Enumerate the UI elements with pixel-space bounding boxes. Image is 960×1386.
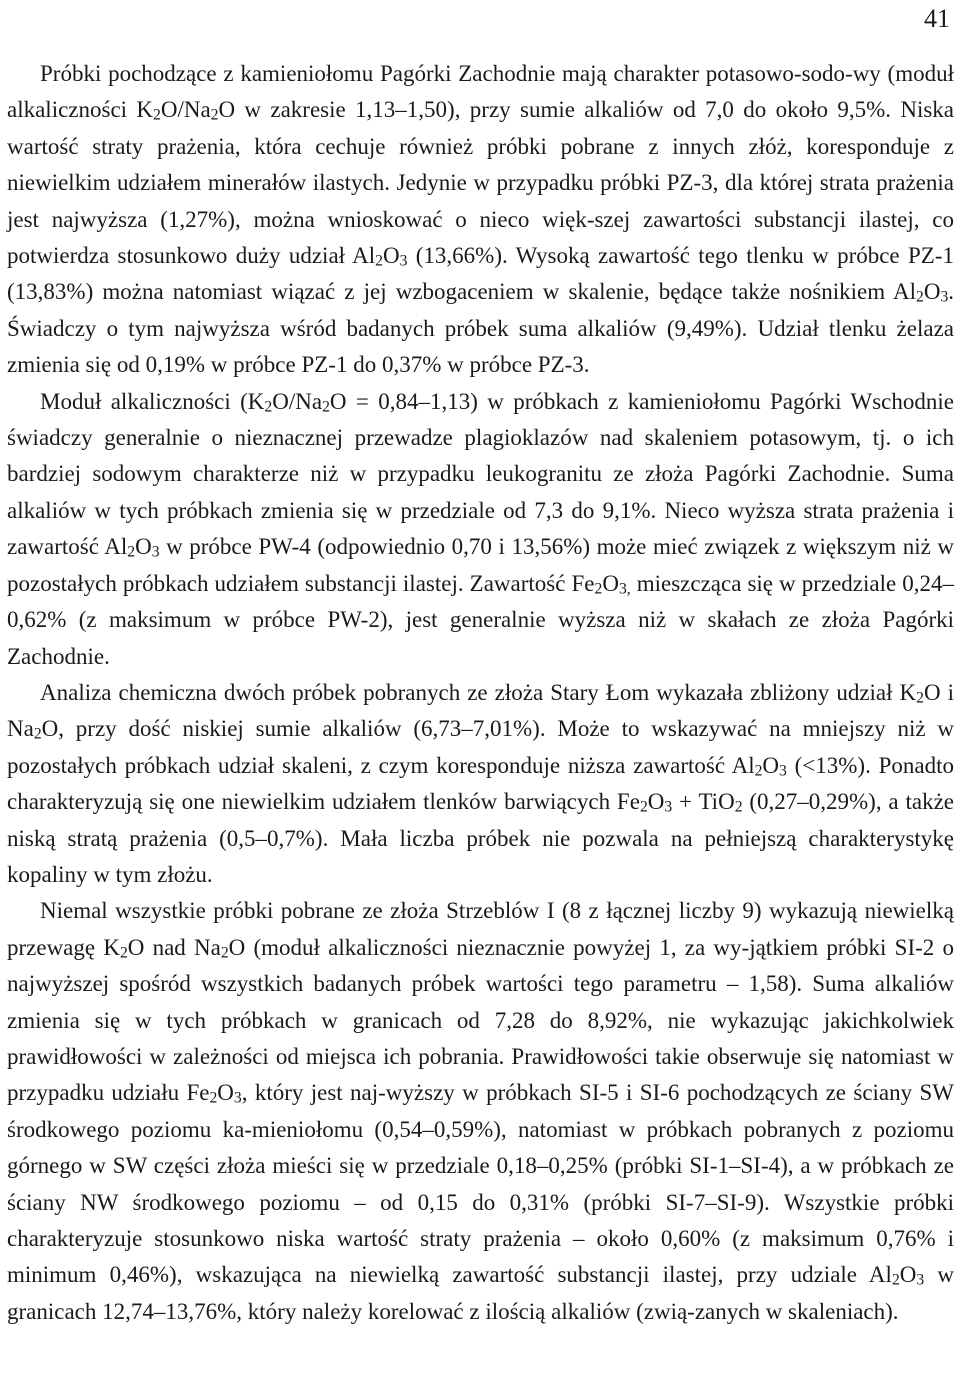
paragraph-pagorki-zachodnie: Próbki pochodzące z kamieniołomu Pagórki Zachodnie mają charakter potasowo-sodo-wy (moduł alkaliczności $K_2O/Na_2O$ w zakresie 1,13–1,50), przy sumie alkaliów od 7,0 do około 9,5%. Niska wartość straty prażenia, która cechuje również próbki pobrane z innych złóż, koresponduje z niewielkim udziałem minerałów ilastych. Jedynie w przypadku próbki PZ-3, dla której strata prażenia jest najwyższa (1,27%), można wnioskować o nieco więk-szej zawartości substancji ilastej, co potwierdza stosunkowo duży udział $Al_2O_3$ (13,66%). Wysoką zawartość tego tlenku w próbce PZ-1 (13,83%) można natomiast wiązać z jej wzbogaceniem w skalenie, będące także nośnikiem $Al_2O_3$. Świadczy o tym najwyższa wśród badanych próbek suma alkaliów (9,49%). Udział tlenku żelaza zmienia się od 0,19% w próbce PZ-1 do 0,37% w próbce PZ-3. [7,61,954,378]
page-number: 41 [924,4,950,33]
body-text [7,56,954,1330]
paragraph-strzeblow: Niemal wszystkie próbki pobrane ze złoża Strzeblów I (8 z łącznej liczby 9) wykazują niewielką przewagę $K_2O$ nad $Na_2O$ (moduł alkaliczności nieznacznie powyżej 1, za wy-jątkiem próbki SI-2 o najwyższej spośród wszystkich badanych próbek wartości tego parametru – 1,58). Suma alkaliów zmienia się w tych próbkach w granicach od 7,28 do 8,92%, nie wykazując jakichkolwiek prawidłowości w zależności od miejsca ich pobrania. Prawidłowości takie obserwuje się natomiast w przypadku udziału $Fe_2O_3$, który jest naj-wyższy w próbkach SI-5 i SI-6 pochodzących ze ściany SW środkowego poziomu ka-mieniołomu (0,54–0,59%), natomiast w próbkach pobranych z poziomu górnego w SW części złoża mieści się w przedziale 0,18–0,25% (próbki SI-1–SI-4), a w próbkach ze ściany NW środkowego poziomu – od 0,15 do 0,31% (próbki SI-7–SI-9). Wszystkie próbki charakteryzuje stosunkowo niska wartość straty prażenia – około 0,60% (z maksimum 0,76% i minimum 0,46%), wskazująca na niewielką zawartość substancji ilastej, przy udziale $Al_2O_3$ w granicach 12,74–13,76%, który należy korelować z ilością alkaliów (zwią-zanych w skaleniach). [7,898,955,1324]
paragraph-pagorki-wschodnie: Moduł alkaliczności $(K_2O/Na_2O = 0,84-1,13)$ w próbkach z kamieniołomu Pagórki Wschodnie świadczy generalnie o nieznacznej przewadze plagioklazów nad skaleniem potasowym, tj. o ich bardziej sodowym charakterze niż w przypadku leukogranitu ze złoża Pagórki Zachodnie. Suma alkaliów w tych próbkach zmienia się w przedziale od 7,3 do 9,1%. Nieco wyższa strata prażenia i zawartość $Al_2O_3$ w próbce PW-4 (odpowiednio 0,70 i 13,56%) może mieć związek z większym niż w pozostałych próbkach udziałem substancji ilastej. Zawartość $Fe_2O_{3,}$ mieszcząca się w przedziale 0,24–0,62% (z maksimum w próbce PW-2), jest generalnie wyższa niż w skałach ze złoża Pagórki Zachodnie. [7,388,954,669]
paragraph-stary-lom: Analiza chemiczna dwóch próbek pobranych ze złoża Stary Łom wykazała zbliżony udział $K_2O$ i $Na_2O$, przy dość niskiej sumie alkaliów (6,73–7,01%). Może to wskazywać na mniejszy niż w pozostałych próbkach udział skaleni, z czym koresponduje niższa zawartość $Al_2O_3$ (<13%). Ponadto charakteryzują się one niewielkim udziałem tlenków barwiących $Fe_2O_3 + TiO_2$ (0,27–0,29%), a także niską stratą prażenia (0,5–0,7%). Mała liczba próbek nie pozwala na pełniejszą charakterystykę kopaliny w tym złożu. [7,679,955,887]
